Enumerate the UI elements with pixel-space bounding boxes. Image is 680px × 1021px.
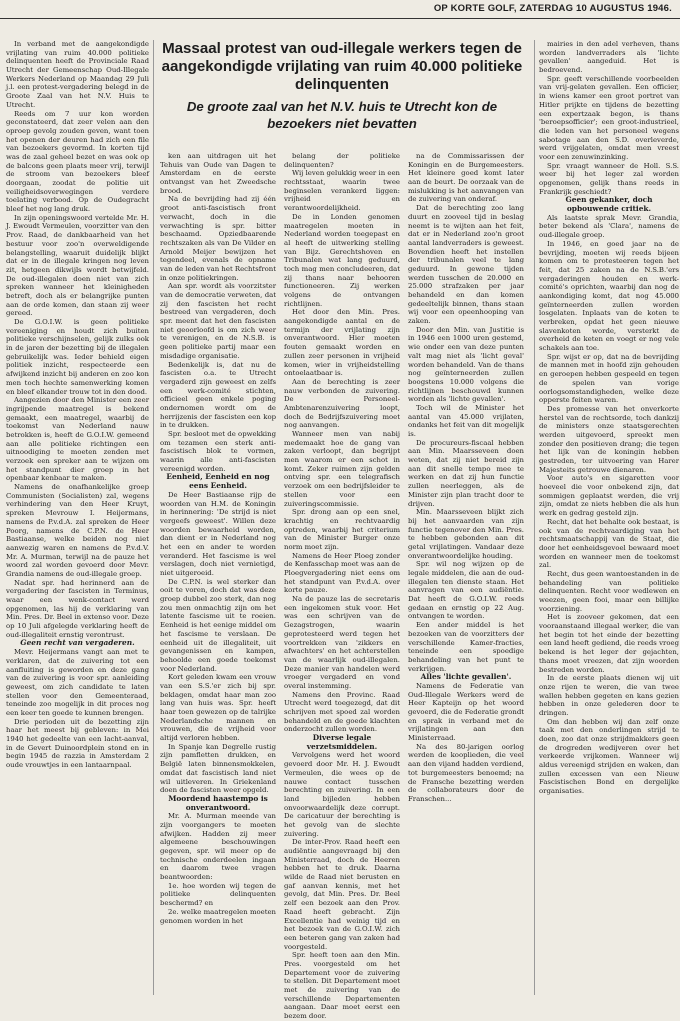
paragraph: Kort geleden kwam een vrouw van een S.S.'er zich bij spr. beklagen, omdat haar man zoo lang van huis was. Spr. heeft haar toen gewezen op de talrijke Nederlandsche mannen en vrouwen, die de vrijheid voor altijd verloren hebben. (160, 673, 276, 743)
paragraph: Aan spr. wordt als voorzitster van de democratie verweten, dat zij den fascisten het recht bestreed van vergaderen, doch spr. meent dat het den fascisten niet geoorloofd is om zich weer te verenigen, en de N.S.B. is geen politieke partij maar een misdadige organisatie. (160, 282, 276, 360)
paragraph: In zijn openingswoord vertelde Mr. H. J. Ewoudt Vermeulen, voorzitter van den Prov. Raad, de dankbaarheid van het bestuur voor zoo'n overweldigende belangstelling, waaruit duidelijk blijkt dat er in de illegale kringen nog leven zit, hetgeen dikwijls wordt betwijfeld. De oud-illegalen doen niet van zich spreken wanneer het kleinigheden betreft, doch als er belangrijke punten aan de orde komen, dan staan zij weer gereed. (6, 213, 149, 318)
paragraph: De procureurs-fiscaal hebben aan Min. Maarsseveen doen weten, dat zij niet bereid zijn aan dit snelle tempo mee te werken en dat zij hun functie zullen neerleggen, als de Minister zijn plan tracht door te drijven. (408, 438, 524, 508)
paragraph: Drie perioden uit de bezetting zijn haar het meest bij gebleven: in Mei 1940 het gedeelte van een lacht-aanval, in de Gevert Duinoordplein stond en in begin 1945 de razzia in Amsterdam 2 oude vrouwtjes in een lantaarnpaal. (6, 717, 149, 770)
paragraph: In de eerste plaats dienen wij uit onze rijen te weren, die van twee wallen hebben gegeten en kans gezien hebben in onze gelederen door te dringen. (539, 674, 679, 717)
paragraph: Mr. A. Murman meende van zijn voorgangers te moeten afwijken. Hadden zij meer algemeene beschouwingen gegeven, spr. wil meer op de technische onderdeelen ingaan en daarom twee vragen beantwoorden: (160, 812, 276, 882)
paragraph: Spr. besloot met de opwekking om tezamen een sterk anti-fascistisch blok te vormen, waarin alle anti-fascisten vereenigd worden. (160, 430, 276, 473)
paragraph: Spr. heeft toen aan den Min. Pres. voorgesteld om het Departement voor de zuivering te stellen. Dit Departement moet met de zuivering van de verschillende Departementen aangaan. Daar moet eerst een bezem door. (284, 951, 400, 1021)
paragraph: Vervolgens werd het woord gevoerd door Mr. H. J. Ewoudt Vermeulen, die wees op de nauwe contact tusschen berechting en zuivering. In een land bijleden hebben onvoorwaardelijk deze corrupt. De caricatuur der berechting is het gevolg van de slechte zuivering. (284, 751, 400, 838)
paragraph: ken aan uitdragen uit het Tehuis van Oude van Dagen te Amsterdam en de eerste ontvangst van het Zweedsche brood. (160, 152, 276, 195)
paragraph: Aangezien door den Minister een zeer ingrijpende maatregel is bekend gemaakt, een maatregel, waarbij de toekomst van Nederland nauw betrokken is, heeft de G.O.I.W. gemeend aan alle politieke richtingen een uitnoodiging te moeten zenden met verzoek een spreker aan te wijzen om het standpunt dier groep in het openbaar kenbaar te maken. (6, 396, 149, 483)
paragraph: Mevr. Heijermans vangt aan met te verklaren, dat de zuivering tot een aanfluiting is geworden en deze gang van de zuivering is voor spr. aanleiding geweest, om zich candidate te laten stellen voor den Gemeenteraad, teneinde zoo mogelijk in dit proces nog een keer ten goede te kunnen brengen. (6, 648, 149, 717)
section-subheading: Diverse legale verzetsmiddelen. (306, 733, 378, 751)
paragraph: In 1946, en goed jaar na de bevrijding, moeten wij reeds bijeen komen om te protesteeren tegen het feit, dat 25 zaken na de N.S.B.'ers vergaderingen houden en werk-comité's oprichten, waarbij dan nog de aankondiging komt, dat nog 45.000 geïnterneerden zullen worden losgelaten. Inplaats van de koten te verbreken, opdat het geen nieuwe slavenkoten worde, versterkt de overheid de keten en voegt er nog vele schakels aan toe. (539, 239, 679, 353)
paragraph: De G.O.I.W. is geen politieke vereeniging en houdt zich buiten politieke verschijnselen, gelijk zulks ook in de jaren der bezetting bij de illegalen gebruikelijk was. Ieder behield eigen politiek inzicht, respecteerde een afwijkend inzicht bij anderen en zoo kon men toch hechte samenwerking komen en bleef elkander trouw tot in den dood. (6, 318, 149, 396)
paragraph: Recht, dus geen wantoestanden in de behandeling van politieke delinquenten. Recht voor wedlewen en weezen, geen fooi, maar een billijke voorziening. (539, 569, 679, 613)
column-3 (284, 152, 400, 1021)
paragraph: De in Londen genomen maatregelen moeten in Nederland worden toegepast en al heeft de uitwerking stelling van Bijz. Gerechtshoven en Tribunalen wat lang geduurd, toch mag men concludeeren, dat zij thans naar behooren functioneeren. Zij werken volgens de ontvangen richtlijnen. (284, 212, 400, 308)
paragraph: belang der politieke delinquenten? (284, 152, 400, 169)
paragraph: Namens de onafhankelijke groep Communisten (Socialisten) zal, wegens verhindering van den Heer Kruyt, spreken Mevrouw I. Heijermans, namens de P.v.d.A. zal spreken de Heer Poorg, namens de C.P.N. de Heer Bastiaanse, welke beiden nog niet aanwezig waren en namens de P.v.d.V. Mr. A. Murman, terwijl na de pauze het woord zal worden gevoerd door Mevr. Grandia namens de oud-illegale groep. (6, 483, 149, 578)
running-head-text: OP KORTE GOLF, ZATERDAG 10 AUGUSTUS 1946. (433, 3, 672, 14)
paragraph: Door den Min. van Justitie is in 1946 een 1000 uren gestemd, wie onder een van deze punten valt mag niet als 'licht geval' worden behandeld. Van de thans nog geïnterneerden zullen boogstens 10.000 volgens die richtlijnen beschouwd kunnen worden als 'lichte gevallen'. (408, 325, 524, 404)
paragraph: Dat de berechting zoo lang duurt en zooveel tijd in beslag neemt is te wijten aan het feit, dat er in Nederland zoo'n groot aantal landverraders is geweest. Bovendien heeft het instellen der tribunalen veel te lang geduurd. In gewone tijden werden tusschen de 20.000 en 25.000 strafzaken per jaar behandeld en dan komen gedeeltelijk binnen, thans staan wij voor een opeenhooping van zaken. (408, 204, 524, 326)
paragraph: In verband met de aangekondigde vrijlating van ruim 40.000 politieke delinquenten heeft de Provinciale Raad Utrecht der Gemeenschap Oud-Illegale Werkers Nederland op Maandag 29 Juli j.l. een protest-vergadering belegd in de Groote Zaal van het N.V. Huis te Utrecht. (6, 40, 149, 109)
article-headline-block (156, 40, 528, 150)
paragraph: Spr. geeft verschillende voorbeelden van vrij-gelaten gevallen. Een officier, in wiens kamer een groot portret van Hitler prijkte en tijdens de bezetting een expertzaak begon, is thans 'beroepsofficier'; een groot-industrieel, die leden van het personeel wegens sabotage aan den S.D. overleverde, werd vrijgelaten, omdat men vreest voor een zenuwinzinking. (539, 74, 679, 161)
paragraph: Spr. vraagt wanneer de Holl. S.S. weer bij het leger zal worden opgenomen, gelijk thans reeds in Frankrijk geschiedt? (539, 161, 679, 196)
section-subheading: Geen gekanker, doch opbouwende critiek. (565, 195, 653, 214)
section-subheading: Moordend haastempo is onverantwoord. (168, 793, 268, 812)
paragraph: Spr. drong aan op een snel, krachtig en rechtvaardig optreden, waarbij het criterium van de Minister Burger onze norm moet zijn. (284, 508, 400, 551)
paragraph: Als laatste sprak Mevr. Grandia, beter bekend als 'Clara', namens de oud-illegale groep. (539, 213, 679, 240)
paragraph: Spr. wijst er op, dat na de bevrijding de mannen met in hoofd zijn gehouden en geroepen hebben gespeeld en tegen de spelen van vorige oorlogsomstandigheden, welke deze opperste feiten waren. (539, 352, 679, 405)
paragraph: Het door den Min. Pres. aangekondigde aantal en de termijn der vrijlating zijn onverantwoord. Hier moeten fouten gemaakt worden en zullen zeer personen in vrijheid komen, wier in vrijheidstelling ontoelaatbaar is. (284, 308, 400, 378)
paragraph: Na des 80-jarigen oorlog werden de kooplieden, die veel aan den vijand hadden verdiend, tot burgemeesters benoemd; na de Fransche bezetting werden de collaborateurs door de Franschen... (408, 742, 524, 803)
paragraph: De C.P.N. is wel sterker dan ooit te voren, doch dat was deze groep dubbel zoo sterk, dan nog zou men onmachtig zijn om het latente fascisme uit te roeien. Eenheid is het eenige middel om het fascisme te verslaan. De eenheid uit de illegaliteit, uit gevangenissen en kampen, behoolde een goede toekomst voor Nederland. (160, 577, 276, 673)
column-2 (160, 152, 276, 995)
article-headline: Massaal protest van oud-illegale werkers tegen de aangekondigde vrijlating van ruim 40.000 politieke delinquenten (161, 40, 523, 93)
paragraph: Namens de Federatie van Oud-Illegale Werkers werd de Heer Kapteijn op het woord gevoerd, die de Federatie grondt en sprak in verband met de vrijlatingen aan den Ministerraad. (408, 681, 524, 743)
paragraph: na de Commissarissen der Koningin en de Burgemeesters. Het kleinere goed komt later aan de beurt. De oorzaak van de mislukking is het aanvangen van de zuivering van onderaf. (408, 152, 524, 204)
paragraph: Voor auto's en sigaretten voor hoeveel die voor onbekend zijn, dat sommigen geplaatst werden, die vrij zijn, omdat ze niets hebben die als hun werk en gedrag gesteld zijn. (539, 474, 679, 518)
paragraph: Na de pauze las de secretaris een ingekomen stuk voor. Het was een schrijven van de Gezagstrogen, waarin geprotesteerd werd tegen het voortrekken van 'zikkers en afwachters' en het achterstellen van de waarlijk oud-illegalen. Deze manier van handelen werd vroeger vergaderd en vond overal instemming. (284, 595, 400, 690)
paragraph: Min. Maarsseveen blijkt zich bij het aanvaarden van zijn functie tegenover den Min. Pres. te hebben gebonden aan dit getal vrijlatingen. Vandaar deze onverantwoordelijke houding. (408, 508, 524, 560)
paragraph: Wanneer men van nabij medemaakt hoe de gang van zaken verloopt, dan begrijpt men waarom er een schot in komt. Zeker ruimen zijn gelden ontving spr. een telegrafisch verzoek om een bedrijfsleider te stellen voor een zuiveringscommissie. (284, 430, 400, 508)
paragraph: Wij leven gelukkig weer in een rechtsstaat, waarin twee beginselen verankerd liggen: vrijheid en verantwoordelijkheid. (284, 169, 400, 213)
running-header (0, 0, 680, 19)
paragraph: In Spanje kan Degrelle rustig zijn pamfletten drukken, en België laten binnensmokkelen, omdat dat fascistisch land niet wil uitleveren. In Griekenland doen de fascisten weer opgeld. (160, 742, 276, 795)
paragraph: Recht, dat het behalte ook bestaat, is ook van de rechtvaardiging van het rechtsmaatschappij van de Staat, die door het eenheidsgevoel bewaard moet worden en wanneer men de toekomst zal. (539, 517, 679, 570)
column-1 (6, 40, 154, 995)
section-subheading: Alles 'lichte gevallen'. (420, 672, 512, 682)
paragraph: Namens den Provinc. Raad Utrecht werd toegezegd, dat dit schrijven met spoed zal worden behandeld en de goede klachten onderzocht zullen worden. (284, 690, 400, 734)
paragraph: mairies in den adel verheven, thans worden landverraders als 'lichte gevallen' aangeduid. Het is bedroevend. (539, 40, 679, 75)
paragraph: Reeds om 7 uur kon worden geconstateerd, dat zeer velen aan den oproep gevolg zouden geven, want toen het openen der deuren had zich een file van bezoekers gevormd. In korten tijd was de zaal geheel bezet en was ook op de balcons geen plaats meer vrij, terwijl de stroom van bezoekers bleef doorgaan, zoodat de politie uit veiligheidsoverwegingen verdere toelating verbood. Op de Oudegracht bleef het nog lang druk. (6, 109, 149, 214)
column-4 (408, 152, 524, 995)
paragraph: De Heer Bastiaanse rijp de woorden van H.M. de Koningin in herinnering: 'De strijd is niet vergeefs geweest'. Willen deze woorden bewaarheid worden, dan dient er in Nederland nog het een en ander te worden veranderd. Het fascisme is wel verslagen, doch niet vernietigd, niet uitgeroeid. (160, 490, 276, 577)
paragraph: De inter-Prov. Raad heeft een audiëntie aangevraagd bij den Ministerraad, doch de Heeren hebben het te druk. Daarna wilde de Raad niet berusten en gaf aanvan kennis, met het gevolg, dat Min. Pres. Dr. Beel zelf een bezoek aan den Prov. Raad heeft gebracht. Zijn Excellentie had weinig tijd en het bezoek van de G.O.I.W. zich een beteren gang van zaken had voorgesteld. (284, 838, 400, 951)
article-subhead: De groote zaal van het N.V. huis te Utrecht kon de bezoekers niet bevatten (186, 99, 498, 131)
paragraph: Na de bevrijding had zij één groot anti-fascistisch front verwacht, doch in die verwachting is spr. bitter beschaamd. Opziedbaarende rechtszaken als van De Vilder en Arnold Meijer bewijzen het tegendeel, evenals de opname van de leden van het Rechtsfront in onze politiekringen. (160, 195, 276, 282)
paragraph: Des promesse van het onverkorte herstel van de rechtsorde, toch dankzij de ministers onze staatsgerechten werden uitgevoerd, spreekt men zonder den positieven drang; die tegen het lijk van de koningin hebben gestreden, ter uitvoering van Harer Majesteits getrouwe dienaren. (539, 404, 679, 474)
section-subheading: Geen recht van vergaderen. (20, 638, 135, 648)
section-subheading: Eenheid, Eenheid en nog eens Eenheid. (166, 472, 270, 491)
paragraph: Namens de Heer Ploeg zonder de Kenfasschap moet was aan de Ploegvergadering niet eens om het standpunt van P.v.d.A. over korte pauze. (284, 551, 400, 595)
paragraph: Bedenkelijk is, dat nu de fascisten o.a. te Utrecht vergaderd zijn geweest en zelfs een werk-comité stichten, officieel geen enkele poging ondernomen wordt om de herrijzenis der fascisten een kop in te drukken. (160, 360, 276, 430)
paragraph: 1e. hoe worden wij tegen de politieke delinquenten beschermd? en (160, 881, 276, 908)
paragraph: Aan de berechting is zeer nauw verbonden de zuivering. De Personeel-Ambtenarenzuivering loopt, doch de Bedrijfszuivering moet nog aanvangen. (284, 377, 400, 430)
paragraph: Het is zooveer gekomen, dat een vooraanstaand illegaal werker, die van het begin tot het einde der bezetting een land heeft gediend, die reeds vroeg bekend is het leger der gejachten, thans moet vreezen, dat zijn woorden bestreden worden. (539, 613, 679, 674)
paragraph: Nadat spr. had herinnerd aan de vergadering der fascisten in Terminus, waar een wenk-contact werd opgenomen, las hij de verklaring van Min. Pres. Dr. Beel in extenso voor. Deze op 10 Juli afgelegde verklaring heeft de oud-illegaliteit ernstig verontrust. (6, 578, 149, 639)
paragraph: Toch wil de Minister het aantal van 45.000 vrijlaten, ondanks het feit van dit mogelijk is. (408, 403, 524, 438)
paragraph: Een ander middel is het bezoeken van de voorzitters der verschillende Kamer-fracties, teneinde een spoedige behandeling van het punt te verkrijgen. (408, 621, 524, 673)
paragraph: Spr. wil nog wijzen op de legale middelen, die aan de oud-illegalen ten dienste staan. Het aanvragen van een audiëntie. Dat heeft de G.O.I.W. reeds gedaan en ernstig op 22 Aug. ontvangen te worden. (408, 560, 524, 621)
paragraph: Om dan hebben wij dan zelf onze taak met den onderlingen strijd te doen, zoo dat onze strijdmakkers geen de drogreden wedijveren over het verkeerde vrijkomen. Wanneer wij aldus vereenigd strijden en waken, dan zullen excessen van een Nieuw Fascistischen Bond en dergelijke organisaties. (539, 717, 679, 796)
paragraph: 2e. welke maatregelen moeten genomen worden in het (160, 907, 276, 925)
column-5 (534, 40, 679, 995)
